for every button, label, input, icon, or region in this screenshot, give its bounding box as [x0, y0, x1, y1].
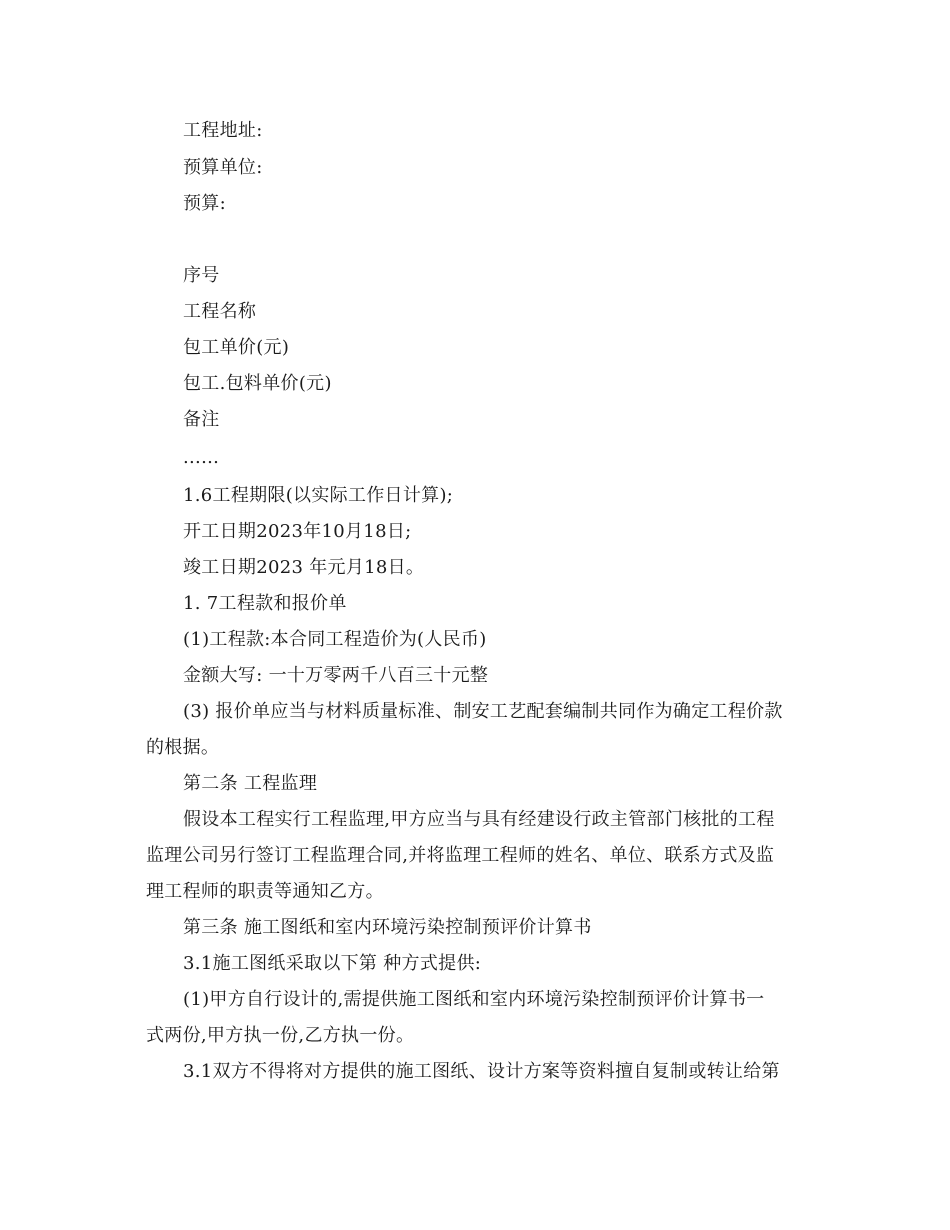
section-3-1-confidentiality: 3.1双方不得将对方提供的施工图纸、设计方案等资料擅自复制或转让给第	[183, 1061, 780, 1082]
table-header-project-name: 工程名称	[183, 301, 257, 322]
article-2-para-line-3: 理工程师的职责等通知乙方。	[146, 881, 384, 902]
start-date: 开工日期2023年10月18日;	[183, 521, 412, 542]
quotation-clause-line-2: 的根据。	[146, 737, 220, 758]
table-header-no: 序号	[183, 265, 220, 286]
budget-unit-label: 预算单位:	[183, 157, 263, 178]
section-3-1: 3.1施工图纸采取以下第 种方式提供:	[183, 953, 482, 974]
table-header-labor-material-price: 包工.包料单价(元)	[183, 373, 332, 394]
project-address-label: 工程地址:	[183, 120, 263, 141]
budget-label: 预算:	[183, 193, 226, 214]
section-1-7-title: 1. 7工程款和报价单	[183, 593, 347, 614]
contract-price-clause: (1)工程款:本合同工程造价为(人民币)	[183, 629, 487, 650]
completion-date: 竣工日期2023 年元月18日。	[183, 557, 425, 578]
article-2-para-line-1: 假设本工程实行工程监理,甲方应当与具有经建设行政主管部门核批的工程	[183, 809, 775, 830]
drawing-clause-line-1: (1)甲方自行设计的,需提供施工图纸和室内环境污染控制预评价计算书一	[183, 989, 765, 1010]
article-3-title: 第三条 施工图纸和室内环境污染控制预评价计算书	[183, 917, 592, 938]
ellipsis: ......	[183, 447, 220, 468]
amount-in-words: 金额大写: 一十万零两千八百三十元整	[183, 665, 489, 686]
table-header-remark: 备注	[183, 409, 220, 430]
section-1-6-title: 1.6工程期限(以实际工作日计算);	[183, 485, 454, 506]
table-header-labor-price: 包工单价(元)	[183, 337, 290, 358]
article-2-title: 第二条 工程监理	[183, 773, 318, 794]
drawing-clause-line-2: 式两份,甲方执一份,乙方执一份。	[146, 1025, 415, 1046]
article-2-para-line-2: 监理公司另行签订工程监理合同,并将监理工程师的姓名、单位、联系方式及监	[146, 845, 775, 866]
quotation-clause-line-1: (3) 报价单应当与材料质量标准、制安工艺配套编制共同作为确定工程价款	[183, 701, 783, 722]
